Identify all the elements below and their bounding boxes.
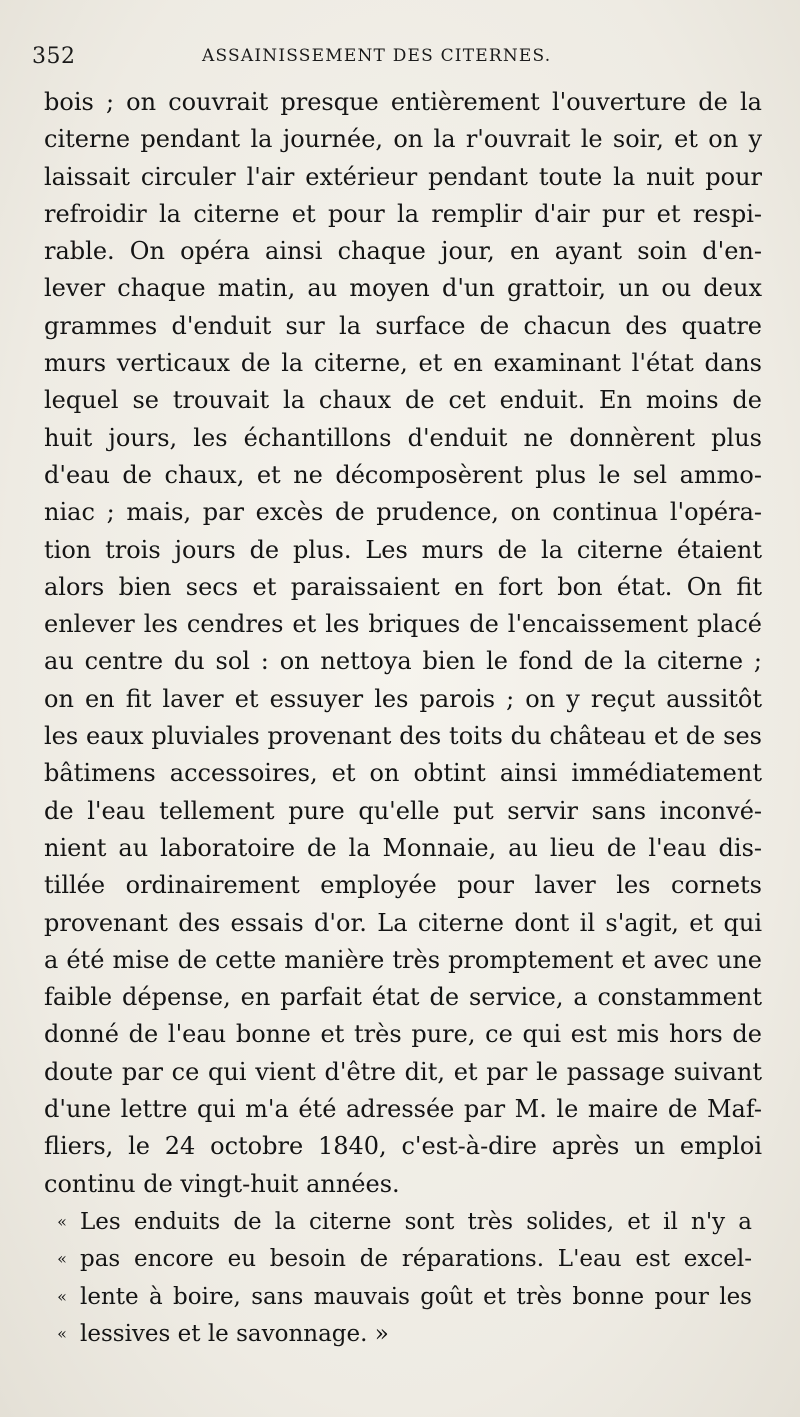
quote-mark: «	[57, 1286, 67, 1306]
text-line: lequel se trouvait la chaux de cet enduit. En moins de	[44, 386, 762, 415]
text-line: provenant des essais d'or. La citerne dont il s'agit, et qui	[44, 908, 762, 937]
text-line: faible dépense, en parfait état de service, a constamment	[44, 983, 762, 1012]
text-line: de l'eau tellement pure qu'elle put servir sans inconvé-	[44, 796, 762, 825]
text-line: alors bien secs et paraissaient en fort bon état. On fit	[44, 572, 762, 601]
text-line: les eaux pluviales provenant des toits du château et de ses	[44, 722, 762, 751]
text-line: murs verticaux de la citerne, et en examinant l'état dans	[44, 349, 762, 378]
quote-line	[44, 1315, 762, 1352]
text-line: d'eau de chaux, et ne décomposèrent plus le sel ammo-	[44, 460, 762, 489]
quote-text: lente à boire, sans mauvais goût et très bonne pour les	[80, 1283, 752, 1310]
quote-line	[44, 1203, 762, 1240]
text-line: bâtimens accessoires, et on obtint ainsi immédiatement	[44, 759, 762, 788]
quote-text: lessives et le savonnage. »	[80, 1320, 389, 1347]
text-line: laissait circuler l'air extérieur pendant toute la nuit pour	[44, 162, 762, 191]
text-line: niac ; mais, par excès de prudence, on continua l'opéra-	[44, 498, 762, 527]
text-line: lever chaque matin, au moyen d'un grattoir, un ou deux	[44, 274, 762, 303]
text-line: rable. On opéra ainsi chaque jour, en ayant soin d'en-	[44, 237, 762, 266]
text-line: grammes d'enduit sur la surface de chacun des quatre	[44, 311, 762, 340]
text-line: fliers, le 24 octobre 1840, c'est-à-dire après un emploi	[44, 1132, 762, 1161]
text-line: doute par ce qui vient d'être dit, et par le passage suivant	[44, 1057, 762, 1086]
quote-line	[44, 1240, 762, 1277]
quote-text: Les enduits de la citerne sont très solides, et il n'y a	[80, 1208, 752, 1235]
running-title: ASSAINISSEMENT DES CITERNES.	[202, 46, 552, 66]
text-line: continu de vingt-huit années.	[44, 1169, 400, 1198]
quote-mark: «	[57, 1211, 67, 1231]
text-line: bois ; on couvrait presque entièrement l'ouverture de la	[44, 88, 762, 116]
page-number: 352	[32, 44, 76, 69]
text-line: tillée ordinairement employée pour laver les cornets	[44, 871, 762, 900]
text-line: a été mise de cette manière très promptement et avec une	[44, 945, 762, 974]
quote-mark: «	[57, 1249, 67, 1269]
text-line: tion trois jours de plus. Les murs de la citerne étaient	[44, 535, 762, 564]
main-paragraph	[44, 84, 762, 1352]
text-line: on en fit laver et essuyer les parois ; on y reçut aussitôt	[44, 684, 762, 713]
text-line: citerne pendant la journée, on la r'ouvrait le soir, et on y	[44, 125, 762, 154]
text-line: au centre du sol : on nettoya bien le fond de la citerne ;	[44, 647, 762, 676]
text-line: nient au laboratoire de la Monnaie, au lieu de l'eau dis-	[44, 833, 762, 862]
text-line: d'une lettre qui m'a été adressée par M. le maire de Maf-	[44, 1095, 762, 1124]
quote-text: pas encore eu besoin de réparations. L'eau est excel-	[80, 1246, 752, 1273]
quote-line	[44, 1278, 762, 1315]
text-line: refroidir la citerne et pour la remplir d'air pur et respi-	[44, 199, 762, 228]
running-header	[32, 44, 772, 74]
quote-mark: «	[57, 1323, 67, 1343]
text-line: donné de l'eau bonne et très pure, ce qui est mis hors de	[44, 1020, 762, 1049]
text-line: huit jours, les échantillons d'enduit ne donnèrent plus	[44, 423, 762, 452]
quoted-letter	[44, 1203, 762, 1352]
text-line: enlever les cendres et les briques de l'encaissement placé	[44, 610, 762, 639]
